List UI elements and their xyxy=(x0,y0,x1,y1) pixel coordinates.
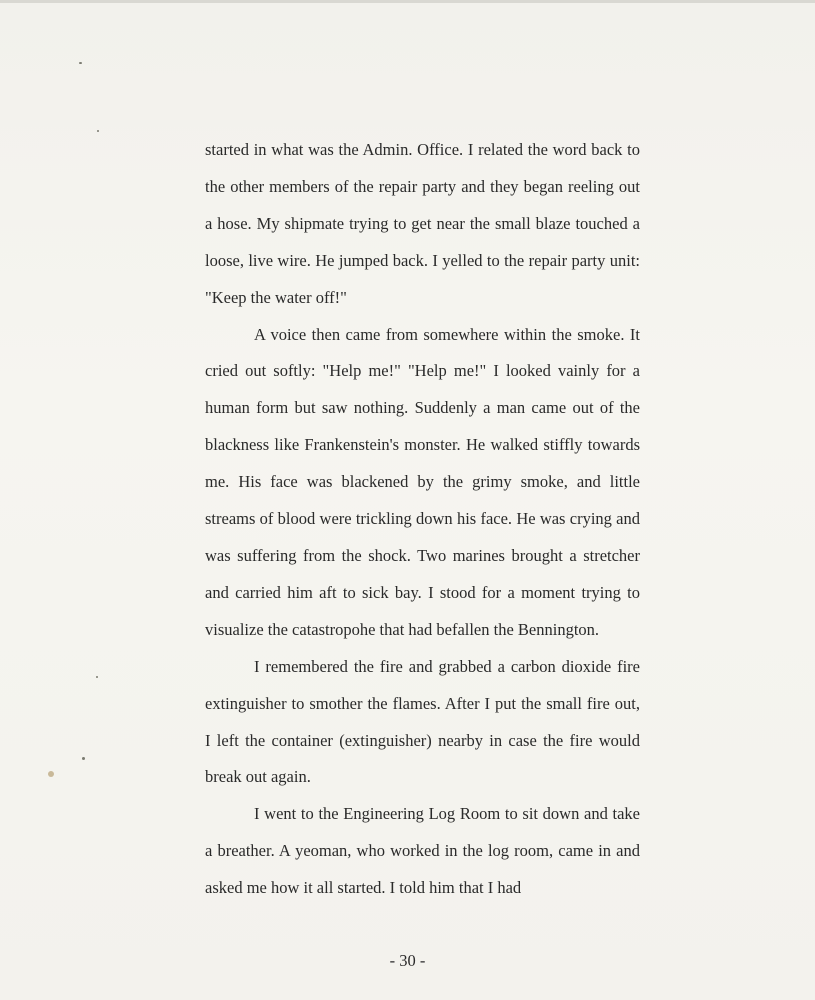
paragraph: A voice then came from somewhere within the smoke. It cried out softly: "Help me!" "Help me!" I looked vainly for a human form but saw nothing. Suddenly a man came out of the blackness like Frankenstein's monster. He walked stiffly towards me. His face was blackened by the grimy smoke, and little streams of blood were trickling down his face. He was crying and was suffering from the shock. Two marines brought a stretcher and carried him aft to sick bay. I stood for a moment trying to visualize the catastropohe that had befallen the Bennington. xyxy=(205,324,640,639)
paragraph: I remembered the fire and grabbed a carbon dioxide fire extinguisher to smother the flames. After I put the small fire out, I left the container (extinguisher) nearby in case the fire would break out again. xyxy=(205,656,640,787)
paper-speck xyxy=(48,771,54,777)
paper-speck xyxy=(82,757,85,760)
page-number: - 30 - xyxy=(389,951,426,970)
paper-speck xyxy=(96,676,98,678)
paragraph: started in what was the Admin. Office. I related the word back to the other members of the repair party and they began reeling out a hose. My shipmate trying to get near the small blaze touched a loose, live wire. He jumped back. I yelled to the repair party unit: "Keep the water off!" xyxy=(205,140,640,307)
paper-speck xyxy=(79,62,82,64)
document-body xyxy=(205,132,640,907)
page-top-edge xyxy=(0,0,815,3)
paper-speck xyxy=(97,130,99,132)
paragraph: I went to the Engineering Log Room to sit down and take a breather. A yeoman, who worked in the log room, came in and asked me how it all started. I told him that I had xyxy=(205,804,640,898)
